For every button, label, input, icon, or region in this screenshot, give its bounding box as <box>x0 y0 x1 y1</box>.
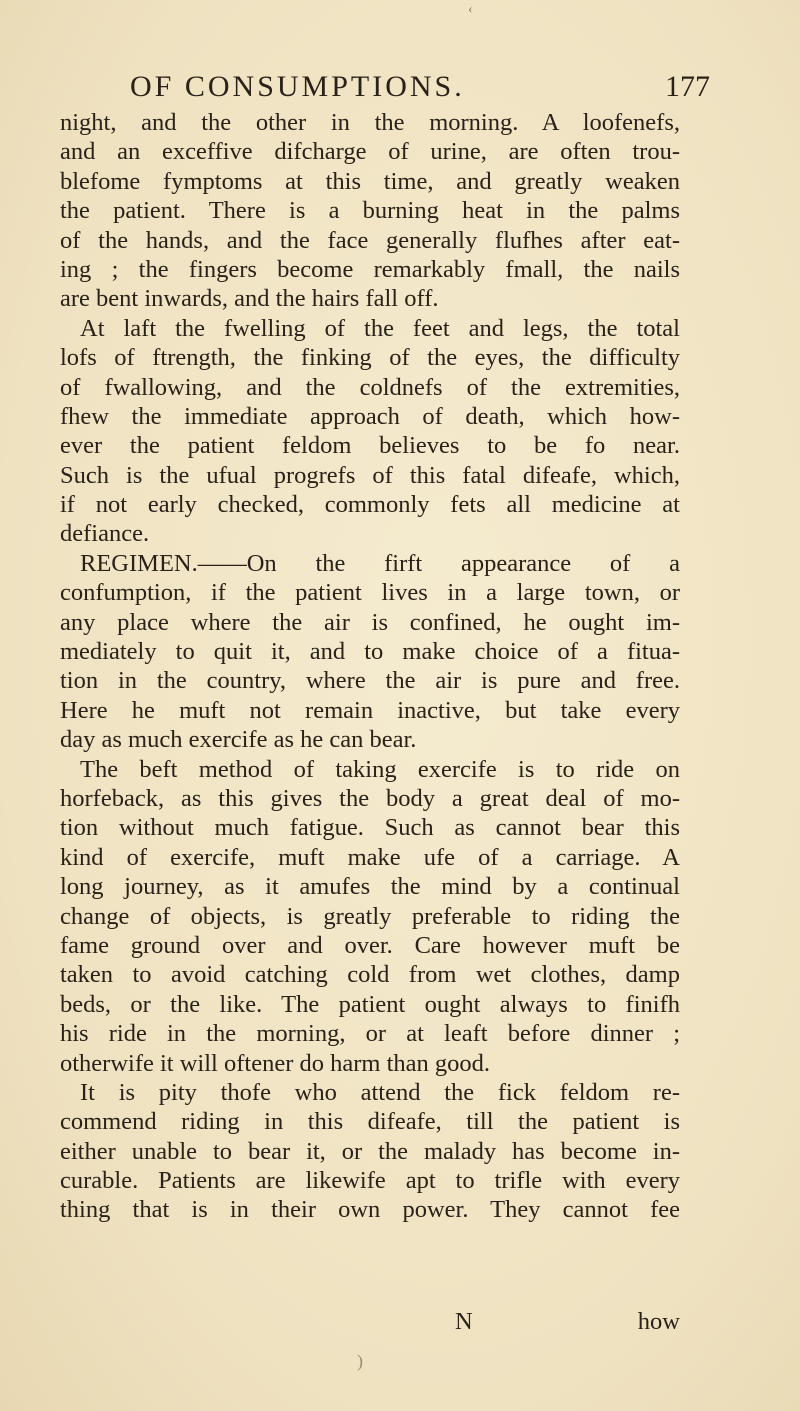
text-line: kind of exercife, muft make ufe of a carriage. A <box>60 843 680 871</box>
page-footer <box>60 1308 680 1338</box>
text-line: of the hands, and the face generally flufhes after eat- <box>60 226 680 254</box>
text-line: lofs of ftrength, the finking of the eyes, the difficulty <box>60 344 680 372</box>
page-number: 177 <box>665 70 710 103</box>
text-line: mediately to quit it, and to make choice of a fitua- <box>60 638 680 666</box>
running-head: OF CONSUMPTIONS. <box>130 70 465 103</box>
text-line: taken to avoid catching cold from wet clothes, damp <box>60 961 680 989</box>
text-line: are bent inwards, and the hairs fall off. <box>60 285 439 313</box>
text-line: tion in the country, where the air is pure and free. <box>60 667 680 695</box>
bottom-margin-mark: ) <box>357 1351 363 1371</box>
text-line: REGIMEN.——On the firft appearance of a <box>80 549 680 577</box>
body-text <box>60 108 680 1225</box>
text-line: Such is the ufual progrefs of this fatal difeafe, which, <box>60 461 680 489</box>
text-line: curable. Patients are likewife apt to trifle with every <box>60 1167 680 1195</box>
signature-mark: N <box>455 1308 473 1335</box>
text-line: Here he muft not remain inactive, but take every <box>60 696 680 724</box>
text-line: ing ; the fingers become remarkably fmall, the nails <box>60 255 680 283</box>
text-line: any place where the air is confined, he ought im- <box>60 608 680 636</box>
text-line: horfeback, as this gives the body a great deal of mo- <box>60 784 680 812</box>
text-line: fame ground over and over. Care however muft be <box>60 931 680 959</box>
text-line: the patient. There is a burning heat in the palms <box>60 197 680 225</box>
text-line: long journey, as it amufes the mind by a continual <box>60 873 680 901</box>
text-line: confumption, if the patient lives in a large town, or <box>60 579 680 607</box>
text-line: his ride in the morning, or at leaft before dinner ; <box>60 1020 680 1048</box>
text-line: otherwife it will oftener do harm than good. <box>60 1049 490 1077</box>
top-margin-mark: ‹ <box>468 2 473 17</box>
text-line: change of objects, is greatly preferable to riding the <box>60 902 680 930</box>
catchword: how <box>637 1308 680 1335</box>
text-line: tion without much fatigue. Such as cannot bear this <box>60 814 680 842</box>
text-line: and an exceffive difcharge of urine, are often trou- <box>60 138 680 166</box>
text-line: beds, or the like. The patient ought always to finifh <box>60 990 680 1018</box>
text-line: if not early checked, commonly fets all medicine at <box>60 491 680 519</box>
text-line: either unable to bear it, or the malady has become in- <box>60 1137 680 1165</box>
text-line: day as much exercife as he can bear. <box>60 726 417 754</box>
text-line: ever the patient feldom believes to be fo near. <box>60 432 680 460</box>
text-line: It is pity thofe who attend the fick feldom re- <box>80 1078 680 1106</box>
text-line: commend riding in this difeafe, till the patient is <box>60 1108 680 1136</box>
text-line: fhew the immediate approach of death, which how- <box>60 402 680 430</box>
text-line: defiance. <box>60 520 150 548</box>
text-line: of fwallowing, and the coldnefs of the extremities, <box>60 373 680 401</box>
text-line: The beft method of taking exercife is to ride on <box>80 755 680 783</box>
text-line: At laft the fwelling of the feet and legs, the total <box>80 314 680 342</box>
text-line: blefome fymptoms at this time, and greatly weaken <box>60 167 680 195</box>
text-line: night, and the other in the morning. A loofenefs, <box>60 109 680 136</box>
text-line: thing that is in their own power. They cannot fee <box>60 1196 680 1224</box>
page-header <box>130 70 710 110</box>
